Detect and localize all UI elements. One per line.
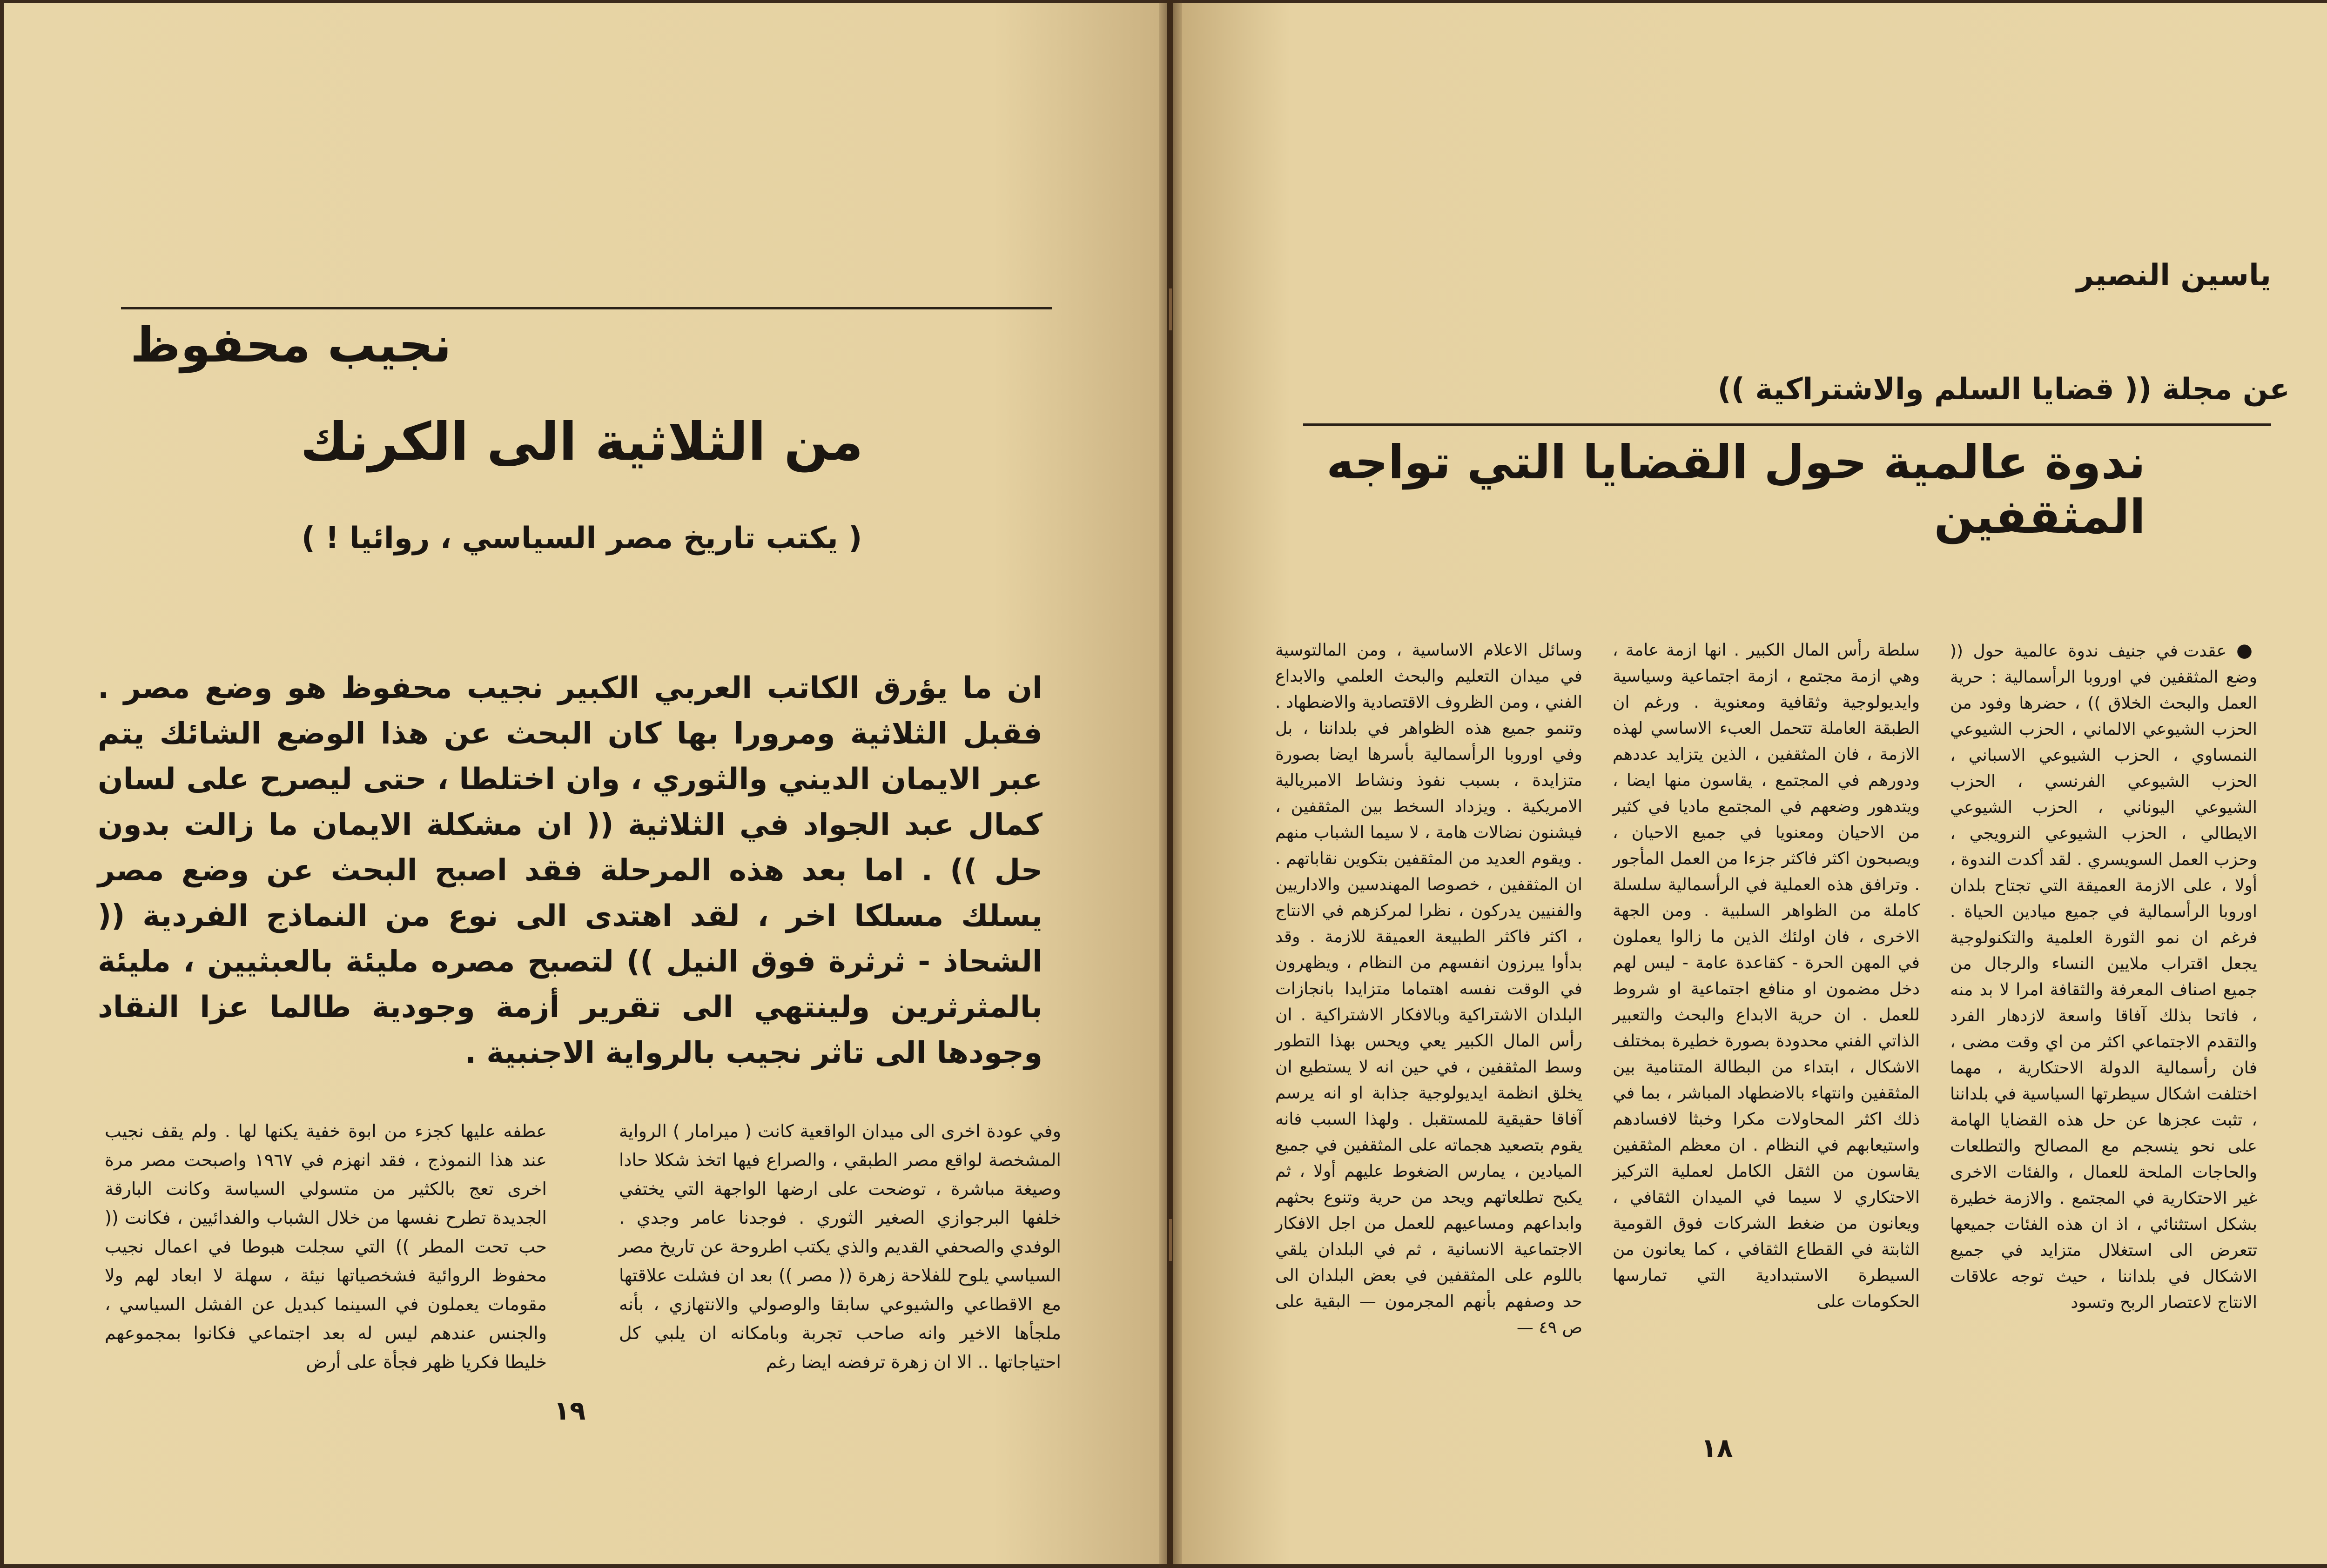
bullet-icon: ●	[2236, 640, 2257, 661]
article-author: ياسين النصير	[2076, 258, 2271, 293]
spine-stitch	[1169, 1219, 1172, 1261]
article-title: من الثلاثية الى الكرنك	[300, 412, 863, 472]
spine-stitch	[1169, 288, 1172, 330]
subject-name: نجيب محفوظ	[130, 316, 451, 373]
article-subtitle: ( يكتب تاريخ مصر السياسي ، روائيا ! )	[301, 521, 862, 556]
page-number-left: ١٩	[554, 1396, 586, 1426]
article-intro: ان ما يؤرق الكاتب العربي الكبير نجيب محفوظ هو وضع مصر . فقبل الثلاثية ومرورا بها كان البحث عن هذا الوضع الشائك يتم عبر الايمان الديني والثوري ، وان اختلطا ، حتى ليصرح على لسان كمال عبد الجواد في الثلاثية (( ان مشكلة الايمان ما زالت بدون حل )) . اما بعد هذه المرحلة فقد اصبح البحث عن وضع مصر يسلك مسلكا اخر ، لقد اهتدى الى نوع من النماذج الفردية (( الشحاذ - ثرثرة فوق النيل )) لتصبح مصره مليئة بالعبثيين ، مليئة بالمثرثرين ولينتهي الى تقرير أزمة وجودية طالما عزا النقاد وجودها الى تاثر نجيب بالرواية الاجنبية .	[98, 671, 1042, 1070]
page-number-right: ١٨	[1701, 1433, 1733, 1463]
body-column-right: وفي عودة اخرى الى ميدان الواقعية كانت ( ميرامار ) الرواية المشخصة لواقع مصر الطبقي ، والصراع فيها اتخذ شكلا حادا وصيغة مباشرة ، توضحت على ارضها الواجهة التي يختفي خلفها البرجوازي الصغير الثوري . فوجدنا عامر وجدي . الوفدي والصحفي القديم والذي يكتب اطروحة عن تاريخ مصر السياسي يلوح للفلاحة زهرة (( مصر )) بعد ان فشلت علاقتها مع الاقطاعي والشيوعي سابقا والوصولي والانتهازي ، بأنه ملجأها الاخير وانه صاحب تجربة وبامكانه ان يلبي كل احتياجاتها .. الا ان زهرة ترفضه ايضا رغم	[619, 1121, 1061, 1372]
body-column-left: عطفه عليها كجزء من ابوة خفية يكنها لها . ولم يقف نجيب عند هذا النموذج ، فقد انهزم في ١٩٦٧ واصبحت مصر مرة اخرى تعج بالكثير من متسولي السياسة وكانت البارقة الجديدة تطرح نفسها من خلال الشباب والفدائيين ، فكانت (( حب تحت المطر )) التي سجلت هبوطا في اعمال نجيب محفوظ الروائية فشخصياتها نيئة ، سهلة لا ابعاد لهم ولا مقومات يعملون في السينما كبديل عن الفشل السياسي ، والجنس عندهم ليس له بعد اجتماعي فكانوا بمجموعهم خليطا فكريا ظهر فجأة على أرض	[105, 1121, 547, 1372]
header-rule	[1303, 423, 2271, 426]
body-column-1-text: عقدت في جنيف ندوة عالمية حول (( وضع المثقفين في اوروبا الرأسمالية : حرية العمل والبحث الخلاق )) ، حضرها وفود من الحزب الشيوعي الالماني ، الحزب الشيوعي النمساوي ، الحزب الشيوعي الاسباني ، الحزب الشيوعي الفرنسي ، الحزب الشيوعي اليوناني ، الحزب الشيوعي الايطالي ، الحزب الشيوعي النرويجي ، وحزب العمل السويسري . لقد أكدت الندوة ، أولا ، على الازمة العميقة التي تجتاح بلدان اوروبا الرأسمالية في جميع ميادين الحياة . فرغم ان نمو الثورة العلمية والتكنولوجية يجعل اقتراب ملايين النساء والرجال من جميع اصناف المعرفة والثقافة امرا لا بد منه ، فاتحا بذلك آفاقا واسعة لازدهار الفرد والتقدم الاجتماعي اكثر من اي وقت مضى ، فان رأسمالية الدولة الاحتكارية ، مهما اختلفت اشكال سيطرتها السياسية في بلداننا ، تثبت عجزها عن حل هذه القضايا الهامة على نحو ينسجم مع المصالح والتطلعات والحاجات الملحة للعمال ، والفئات الاخرى غير الاحتكارية في المجتمع . والازمة خطيرة بشكل استثنائي ، اذ ان هذه الفئات جميعها تتعرض الى استغلال متزايد في جميع الاشكال في بلداننا ، حيث توجه علاقات الانتاج لاعتصار الربح وتسود	[1950, 642, 2257, 1312]
article-title: ندوة عالمية حول القضايا التي تواجه المثقفين	[1326, 435, 2145, 544]
header-rule	[121, 307, 1052, 309]
body-column-2: سلطة رأس المال الكبير . انها ازمة عامة ، وهي ازمة مجتمع ، ازمة اجتماعية وسياسية وايديولوجية وثقافية ومعنوية . ورغم ان الطبقة العاملة تتحمل العبء الاساسي لهذه الازمة ، فان المثقفين ، الذين يتزايد عددهم ودورهم في المجتمع ، يقاسون منها ايضا ، ويتدهور وضعهم في المجتمع ماديا في كثير من الاحيان ومعنويا في جميع الاحيان ، ويصبحون اكثر فاكثر جزءا من العمل المأجور . وترافق هذه العملية في الرأسمالية سلسلة كاملة من الظواهر السلبية . ومن الجهة الاخرى ، فان اولئك الذين ما زالوا يعملون في المهن الحرة - كقاعدة عامة - ليس لهم دخل مضمون او منافع اجتماعية او شروط للعمل . ان حرية الابداع والبحث والتعبير الذاتي الفني محدودة بصورة خطيرة بمختلف الاشكال ، ابتداء من البطالة المتنامية بين المثقفين وانتهاء بالاضطهاد المباشر ، بما في ذلك اكثر المحاولات مكرا وخبثا لافسادهم واستيعابهم في النظام . ان معظم المثقفين يقاسون من الثقل الكامل لعملية التركيز الاحتكاري لا سيما في الميدان الثقافي ، ويعانون من ضغط الشركات فوق القومية الثابتة في القطاع الثقافي ، كما يعانون من السيطرة الاستبدادية التي تمارسها الحكومات على	[1613, 641, 1920, 1311]
body-column-1	[1950, 637, 2257, 1316]
body-column-3: وسائل الاعلام الاساسية ، ومن المالتوسية في ميدان التعليم والبحث العلمي والابداع الفني ، ومن الظروف الاقتصادية والاضطهاد . وتنمو جميع هذه الظواهر في بلداننا ، بل وفي اوروبا الرأسمالية بأسرها ايضا بصورة متزايدة ، بسبب نفوذ ونشاط الامبريالية الامريكية . ويزداد السخط بين المثقفين ، فيشنون نضالات هامة ، لا سيما الشباب منهم . ويقوم العديد من المثقفين بتكوين نقاباتهم . ان المثقفين ، خصوصا المهندسين والاداريين والفنيين يدركون ، نظرا لمركزهم في الانتاج ، اكثر فاكثر الطبيعة العميقة للازمة . وقد بدأوا يبرزون انفسهم من النظام ، ويظهرون في الوقت نفسه اهتماما متزايدا بانجازات البلدان الاشتراكية وبالافكار الاشتراكية . ان رأس المال الكبير يعي ويحس بهذا التطور وسط المثقفين ، في حين انه لا يستطيع ان يخلق انظمة ايديولوجية جذابة او انه يرسم آفاقا حقيقية للمستقبل . ولهذا السبب فانه يقوم بتصعيد هجماته على المثقفين في جميع الميادين ، يمارس الضغوط عليهم أولا ، ثم يكبح تطلعاتهم ويحد من حرية وتنوع بحثهم وابداعهم ومساعيهم للعمل من اجل الافكار الاجتماعية الانسانية ، ثم في البلدان يلقي باللوم على المثقفين في بعض البلدان الى حد وصفهم بأنهم المجرمون — البقية على ص ٤٩ —	[1275, 641, 1582, 1337]
page-gutter	[1159, 0, 1182, 1568]
article-source: عن مجلة (( قضايا السلم والاشتراكية ))	[1717, 372, 2290, 407]
